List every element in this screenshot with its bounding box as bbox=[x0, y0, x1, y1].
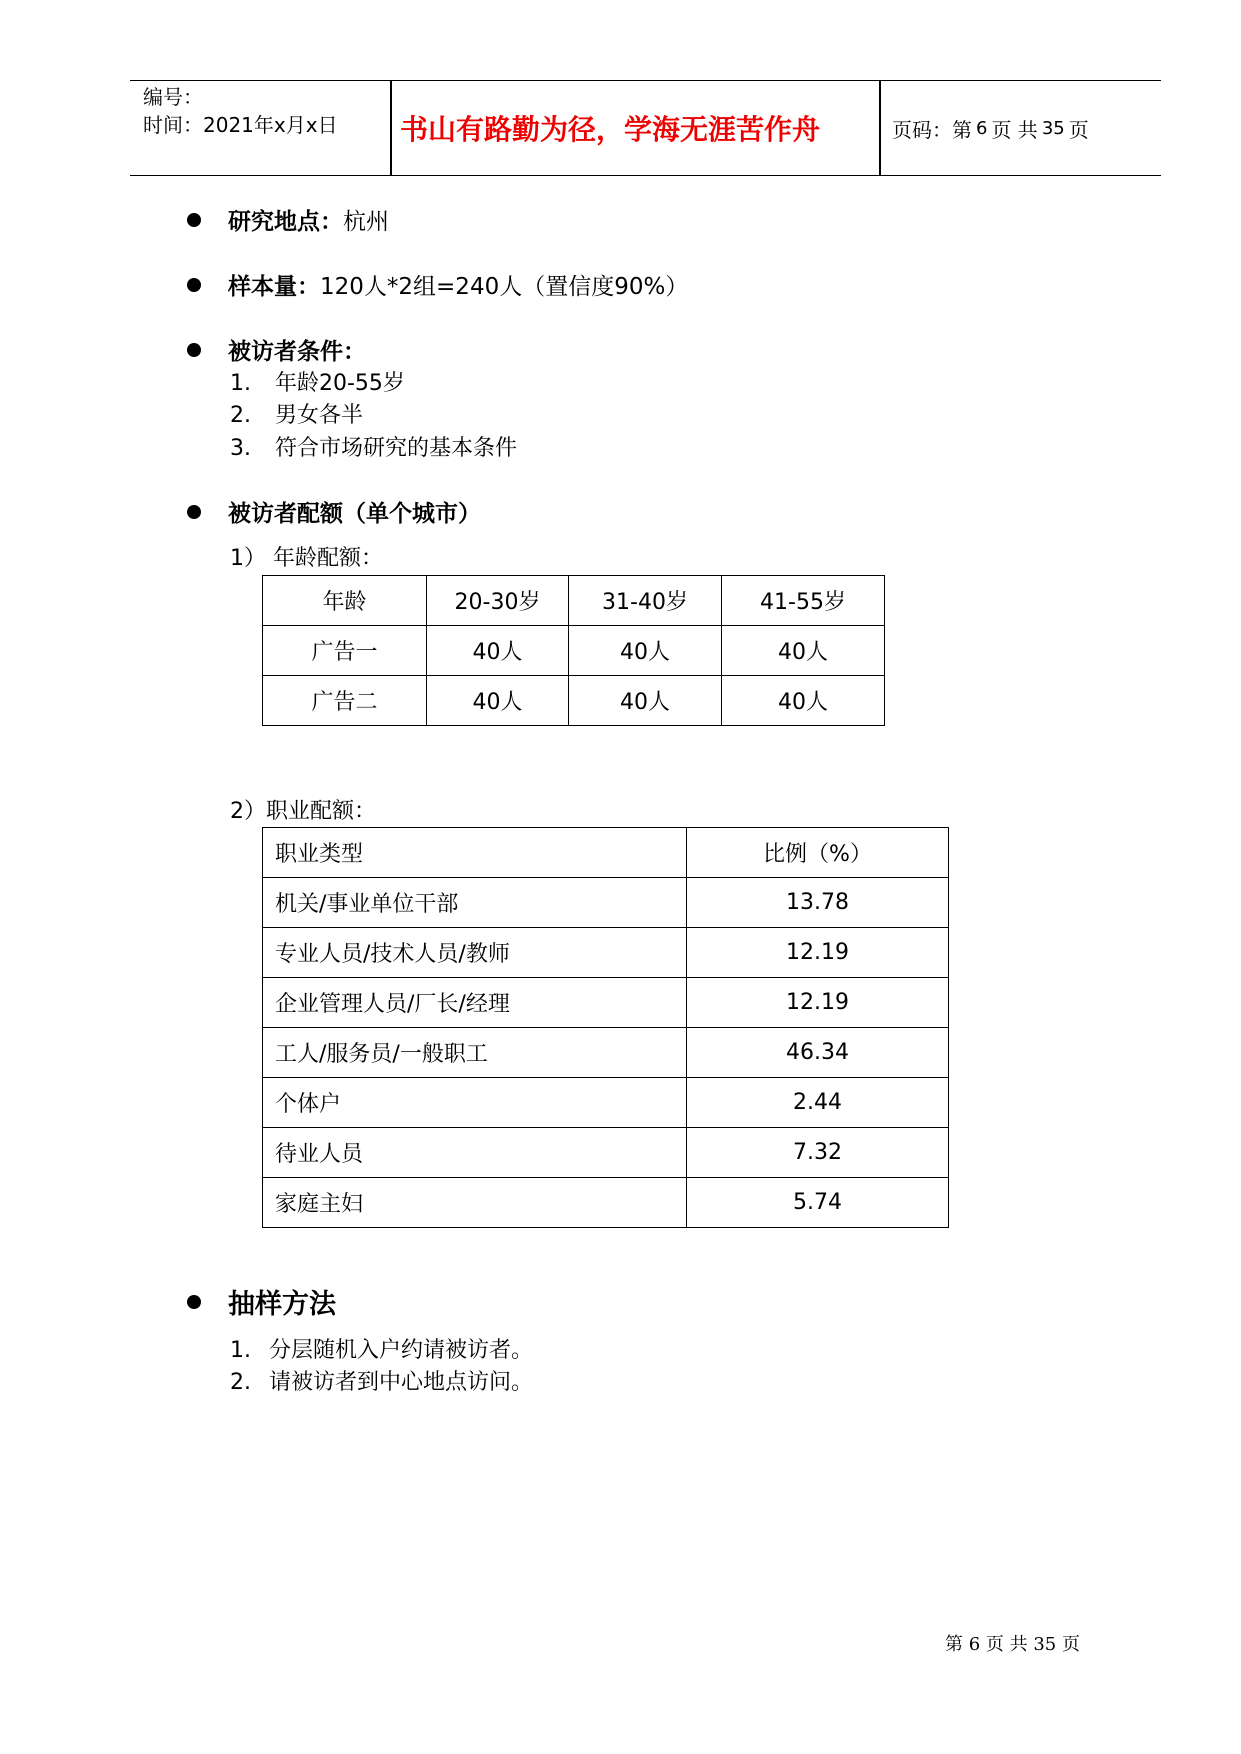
table-row bbox=[263, 576, 885, 626]
table-row bbox=[263, 878, 949, 928]
table-cell: 职业类型 bbox=[263, 828, 687, 878]
location-value: 杭州 bbox=[343, 209, 389, 235]
table-cell: 企业管理人员/厂长/经理 bbox=[263, 978, 687, 1028]
table-cell: 年龄 bbox=[263, 576, 427, 626]
table-row bbox=[263, 1128, 949, 1178]
location-label: 研究地点： bbox=[228, 209, 343, 235]
bullet-quota bbox=[187, 495, 481, 528]
table-cell: 46.34 bbox=[687, 1028, 949, 1078]
sample-label: 样本量： bbox=[228, 274, 320, 300]
table-cell: 40人 bbox=[569, 626, 722, 676]
bullet-dot-icon bbox=[187, 343, 201, 357]
table-cell: 5.74 bbox=[687, 1178, 949, 1228]
table-cell: 40人 bbox=[569, 676, 722, 726]
bullet-location bbox=[187, 203, 389, 236]
table-row bbox=[263, 676, 885, 726]
age-quota-title: 1） 年龄配额： bbox=[230, 546, 383, 571]
list-item: 1. 年龄20-55岁 bbox=[230, 371, 405, 396]
list-item: 1. 分层随机入户约请被访者。 bbox=[230, 1338, 534, 1363]
table-cell: 比例（%） bbox=[687, 828, 949, 878]
table-cell: 40人 bbox=[722, 676, 885, 726]
bullet-dot-icon bbox=[187, 213, 201, 227]
bullet-sampling bbox=[187, 1282, 336, 1321]
page-prefix: 页码：第 bbox=[892, 117, 972, 142]
table-cell: 20-30岁 bbox=[427, 576, 569, 626]
table-cell: 40人 bbox=[427, 626, 569, 676]
table-cell: 40人 bbox=[722, 626, 885, 676]
table-cell: 40人 bbox=[427, 676, 569, 726]
table-row bbox=[263, 1178, 949, 1228]
age-quota-table bbox=[262, 575, 885, 726]
time-label: 时间：2021年x月x日 bbox=[143, 113, 338, 137]
table-cell: 个体户 bbox=[263, 1078, 687, 1128]
header-meta bbox=[143, 83, 338, 139]
table-cell: 专业人员/技术人员/教师 bbox=[263, 928, 687, 978]
table-cell: 待业人员 bbox=[263, 1128, 687, 1178]
table-row bbox=[263, 928, 949, 978]
bullet-dot-icon bbox=[187, 1295, 201, 1309]
table-row bbox=[263, 978, 949, 1028]
table-row bbox=[263, 1028, 949, 1078]
bullet-dot-icon bbox=[187, 278, 201, 292]
list-item: 2. 请被访者到中心地点访问。 bbox=[230, 1370, 534, 1395]
conditions-label: 被访者条件： bbox=[228, 339, 366, 365]
quota-label: 被访者配额（单个城市） bbox=[228, 501, 481, 527]
bullet-dot-icon bbox=[187, 505, 201, 519]
bullet-conditions bbox=[187, 333, 366, 366]
page-suffix: 页 bbox=[1068, 117, 1089, 142]
page-total: 35 bbox=[1041, 117, 1065, 139]
header-motto: 书山有路勤为径，学海无涯苦作舟 bbox=[399, 113, 820, 146]
table-cell: 12.19 bbox=[687, 928, 949, 978]
table-cell: 7.32 bbox=[687, 1128, 949, 1178]
table-cell: 12.19 bbox=[687, 978, 949, 1028]
table-cell: 广告一 bbox=[263, 626, 427, 676]
table-cell: 家庭主妇 bbox=[263, 1178, 687, 1228]
page-number: 6 bbox=[976, 117, 988, 139]
list-item: 2. 男女各半 bbox=[230, 403, 364, 428]
page-mid: 页 共 bbox=[991, 117, 1038, 142]
sample-value: 120人*2组=240人（置信度90%） bbox=[320, 274, 689, 300]
table-cell: 41-55岁 bbox=[722, 576, 885, 626]
table-cell: 机关/事业单位干部 bbox=[263, 878, 687, 928]
page-header bbox=[130, 80, 1161, 176]
page-footer: 第 6 页 共 35 页 bbox=[945, 1634, 1080, 1655]
number-label: 编号： bbox=[143, 85, 203, 109]
table-cell: 31-40岁 bbox=[569, 576, 722, 626]
job-quota-title: 2）职业配额： bbox=[230, 799, 376, 824]
table-cell: 2.44 bbox=[687, 1078, 949, 1128]
header-divider bbox=[879, 81, 881, 175]
table-cell: 工人/服务员/一般职工 bbox=[263, 1028, 687, 1078]
table-row bbox=[263, 828, 949, 878]
header-page-info bbox=[892, 81, 1089, 175]
table-row bbox=[263, 626, 885, 676]
bullet-sample bbox=[187, 268, 688, 301]
job-quota-table bbox=[262, 827, 949, 1228]
table-cell: 广告二 bbox=[263, 676, 427, 726]
table-row bbox=[263, 1078, 949, 1128]
table-cell: 13.78 bbox=[687, 878, 949, 928]
list-item: 3. 符合市场研究的基本条件 bbox=[230, 436, 518, 461]
sampling-label: 抽样方法 bbox=[228, 1289, 336, 1320]
